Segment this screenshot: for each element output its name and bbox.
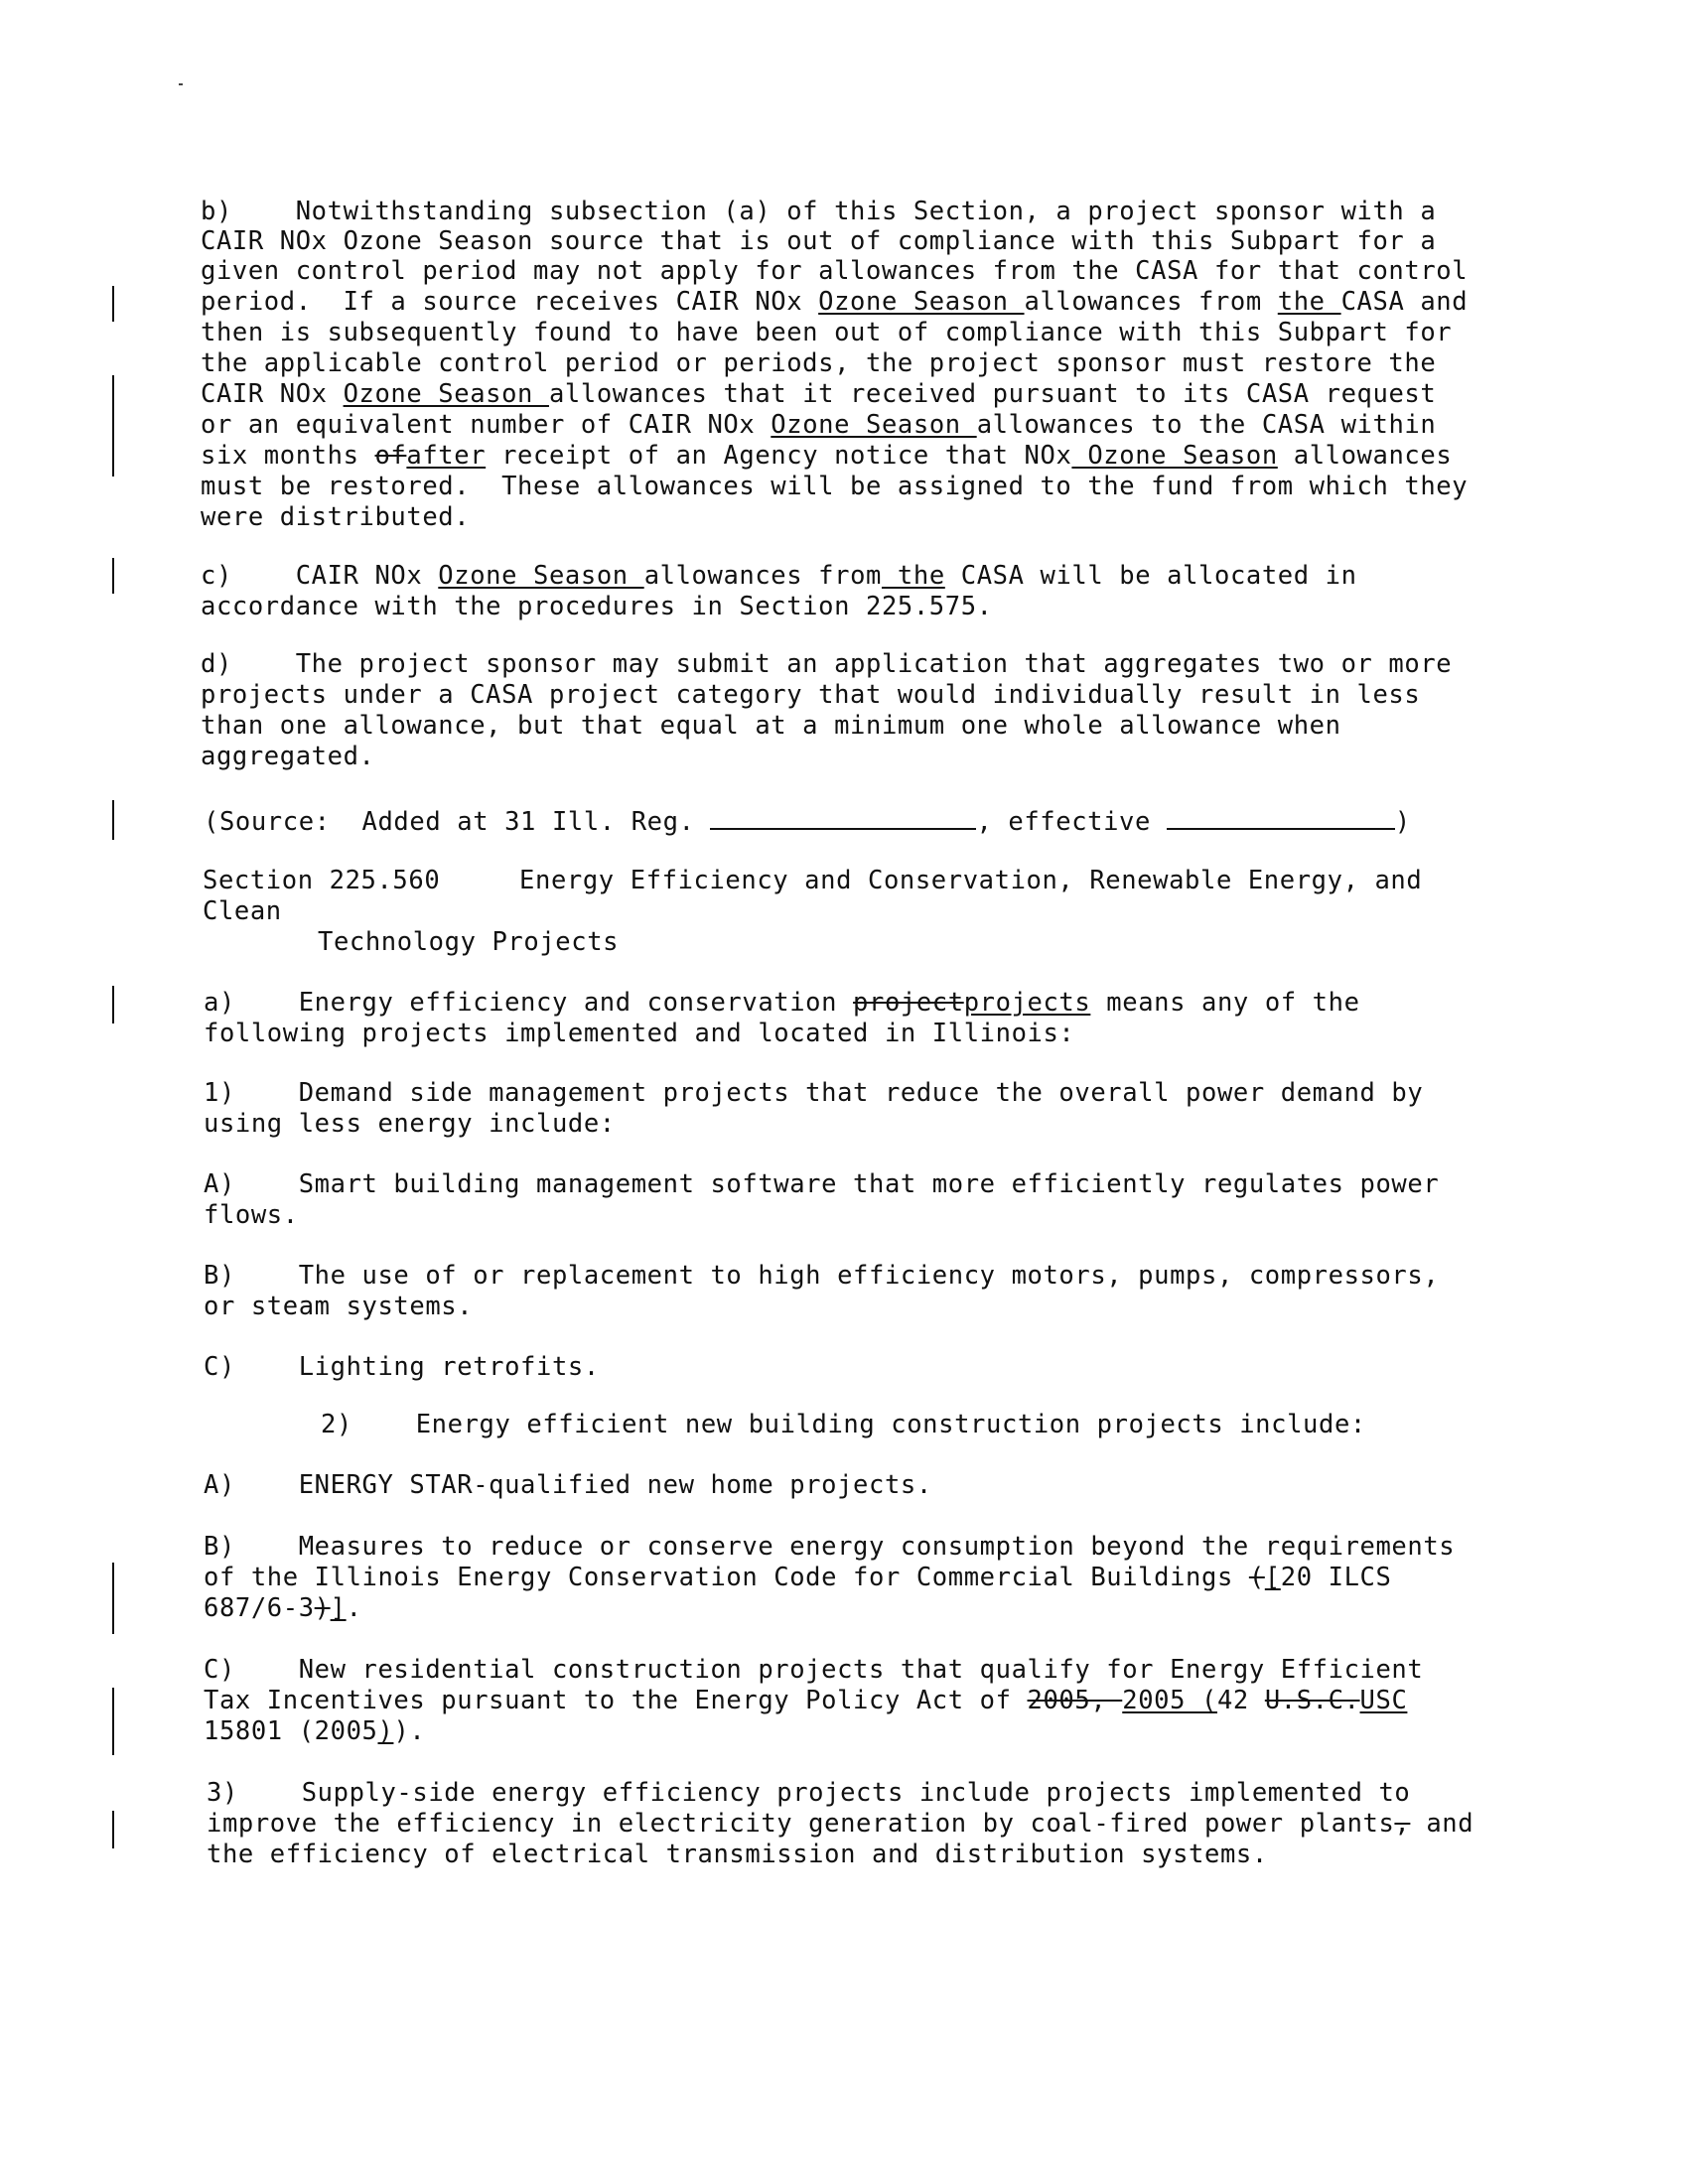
blank-line — [1167, 806, 1395, 830]
item-1-line: using less energy include: — [204, 1109, 616, 1139]
revision-bar — [112, 1563, 114, 1634]
item-2B-line: of the Illinois Energy Conservation Code for Commercial Buildings ([20 ILCS — [204, 1563, 1392, 1592]
revision-bar — [112, 800, 114, 840]
inserted-text: [ — [1264, 1563, 1281, 1592]
revision-bar — [112, 375, 114, 477]
para-b-line: given control period may not apply for allowances from the CASA for that control — [201, 256, 1469, 286]
revision-bar — [112, 286, 114, 322]
para-b-line: then is subsequently found to have been out of compliance with this Subpart for — [201, 318, 1453, 347]
section-heading: Technology Projects — [318, 927, 620, 957]
revision-bar — [112, 1811, 114, 1848]
revision-bar — [112, 986, 114, 1024]
inserted-text: USC — [1359, 1686, 1408, 1715]
item-3-line: the efficiency of electrical transmission and distribution systems. — [207, 1840, 1268, 1869]
item-2C-line: Tax Incentives pursuant to the Energy Policy Act of 2005, 2005 (42 U.S.C.USC — [204, 1686, 1408, 1715]
para-b-line: six months ofafter receipt of an Agency notice that NOx Ozone Season allowances — [201, 441, 1453, 471]
blank-line — [710, 806, 976, 830]
item-2C-line: C) New residential construction projects that qualify for Energy Efficient — [204, 1655, 1424, 1685]
para-d-line: than one allowance, but that equal at a minimum one whole allowance when — [201, 711, 1341, 741]
para-b-line: b) Notwithstanding subsection (a) of this Section, a project sponsor with a — [201, 197, 1437, 226]
deleted-text: , — [1394, 1809, 1411, 1839]
item-1B-line: B) The use of or replacement to high efficiency motors, pumps, compressors, — [204, 1261, 1440, 1291]
inserted-text: the — [881, 561, 945, 591]
para-b-line: period. If a source receives CAIR NOx Ozone Season allowances from the CASA and — [201, 287, 1469, 317]
scan-speck — [179, 83, 183, 85]
deleted-text: ) — [314, 1593, 331, 1623]
para-b-line: or an equivalent number of CAIR NOx Ozone Season allowances to the CASA within — [201, 410, 1437, 440]
inserted-text: Ozone Season — [1071, 441, 1278, 471]
para-b-line: must be restored. These allowances will be assigned to the fund from which they — [201, 472, 1469, 501]
para-b-line: the applicable control period or periods, the project sponsor must restore the — [201, 348, 1437, 378]
para-a-line: a) Energy efficiency and conservation projectprojects means any of the — [204, 988, 1360, 1018]
deleted-text: of — [374, 441, 407, 471]
inserted-text: ] — [330, 1593, 347, 1623]
deleted-text: project — [853, 988, 964, 1018]
para-d-line: d) The project sponsor may submit an application that aggregates two or more — [201, 649, 1453, 679]
inserted-text: Ozone Season — [438, 561, 644, 591]
inserted-text: the — [1277, 287, 1341, 317]
para-b-line: were distributed. — [201, 502, 471, 532]
inserted-text: ) — [377, 1716, 394, 1746]
para-c-line: accordance with the procedures in Section 225.575. — [201, 592, 993, 621]
item-3-line: 3) Supply-side energy efficiency projects include projects implemented to — [207, 1778, 1411, 1808]
para-d-line: aggregated. — [201, 742, 375, 771]
section-heading: Section 225.560 Energy Efficiency and Conservation, Renewable Energy, and — [203, 866, 1423, 895]
para-a-line: following projects implemented and located in Illinois: — [204, 1019, 1075, 1048]
inserted-text: Ozone Season — [771, 410, 977, 440]
section-heading: Clean — [203, 896, 282, 926]
item-1A-line: flows. — [204, 1200, 299, 1230]
deleted-text: 2005, — [1027, 1686, 1123, 1715]
item-2-line: 2) Energy efficient new building construction projects include: — [321, 1410, 1366, 1439]
item-1-line: 1) Demand side management projects that reduce the overall power demand by — [204, 1078, 1424, 1108]
deleted-text: ( — [1248, 1563, 1265, 1592]
revision-bar — [112, 558, 114, 594]
revision-bar — [112, 1688, 114, 1755]
deleted-text: U.S.C. — [1264, 1686, 1360, 1715]
item-3-line: improve the efficiency in electricity generation by coal-fired power plants, and — [207, 1809, 1474, 1839]
source-note: (Source: Added at 31 Ill. Reg. , effective ) — [204, 807, 1411, 837]
inserted-text: projects — [963, 988, 1091, 1018]
item-2B-line: B) Measures to reduce or conserve energy consumption beyond the requirements — [204, 1532, 1456, 1562]
inserted-text: after — [406, 441, 487, 471]
item-1B-line: or steam systems. — [204, 1292, 474, 1321]
item-1A-line: A) Smart building management software that more efficiently regulates power — [204, 1169, 1440, 1199]
item-2C-line: 15801 (2005)). — [204, 1716, 426, 1746]
item-2A-line: A) ENERGY STAR-qualified new home projects. — [204, 1470, 932, 1500]
para-c-line: c) CAIR NOx Ozone Season allowances from the CASA will be allocated in — [201, 561, 1357, 591]
item-1C-line: C) Lighting retrofits. — [204, 1352, 600, 1382]
para-b-line: CAIR NOx Ozone Season source that is out of compliance with this Subpart for a — [201, 226, 1437, 256]
inserted-text: Ozone Season — [343, 379, 549, 409]
para-b-line: CAIR NOx Ozone Season allowances that it received pursuant to its CASA request — [201, 379, 1437, 409]
item-2B-line: 687/6-3)]. — [204, 1593, 362, 1623]
para-d-line: projects under a CASA project category that would individually result in less — [201, 680, 1421, 710]
inserted-text: Ozone Season — [818, 287, 1025, 317]
inserted-text: 2005 ( — [1122, 1686, 1217, 1715]
